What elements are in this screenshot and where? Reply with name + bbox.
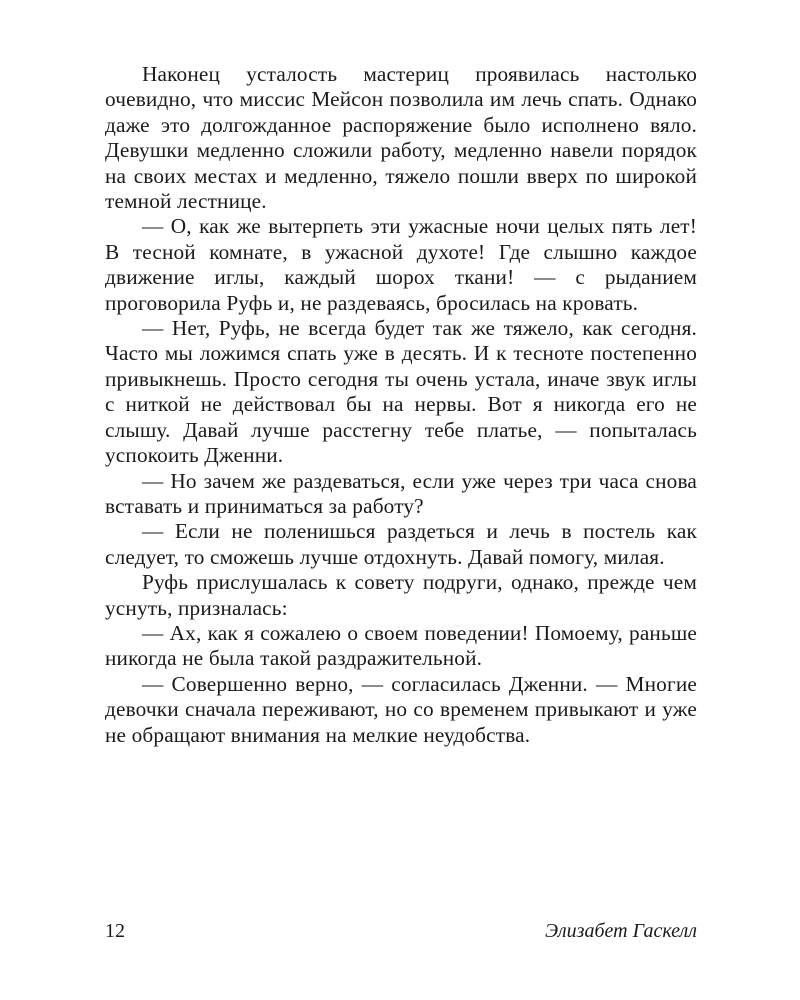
paragraph: Наконец усталость мастериц проявилась настолько очевидно, что миссис Мейсон позволила им лечь спать. Однако даже это долгожданное распоряжение было исполнено вяло. Девушки медленно сложили работу, медленно навели порядок на своих местах и медленно, тяжело пошли вверх по широкой темной лестнице. <box>105 62 697 214</box>
paragraph: — Ах, как я сожалею о своем поведении! Помоему, раньше никогда не была такой раздражительной. <box>105 620 697 671</box>
paragraph: Руфь прислушалась к совету подруги, однако, прежде чем уснуть, призналась: <box>105 570 697 620</box>
paragraph: — Если не поленишься раздеться и лечь в постель как следует, то сможешь лучше отдохнуть. Давай помогу, милая. <box>105 519 697 569</box>
book-page <box>105 62 697 748</box>
text-body <box>105 62 697 748</box>
paragraph: — Но зачем же раздеваться, если уже через три часа снова вставать и приниматься за работу? <box>105 468 697 518</box>
page-number: 12 <box>105 920 125 942</box>
paragraph: — Нет, Руфь, не всегда будет так же тяжело, как сегодня. Часто мы ложимся спать уже в десять. И к тесноте постепенно привыкнешь. Просто сегодня ты очень устала, иначе звук иглы с ниткой не действовал бы на нервы. Вот я никогда его не слышу. Давай лучше расстегну тебе платье, — попыталась успокоить Дженни. <box>105 316 697 468</box>
paragraph: — О, как же вытерпеть эти ужасные ночи целых пять лет! В тесной комнате, в ужасной духоте! Где слышно каждое движение иглы, каждый шорох ткани! — с рыданием проговорила Руфь и, не раздеваясь, бросилась на кровать. <box>105 214 697 315</box>
paragraph: — Совершенно верно, — согласилась Дженни. — Многие девочки сначала переживают, но со временем привыкают и уже не обращают внимания на мелкие неудобства. <box>105 671 697 747</box>
running-author: Элизабет Гаскелл <box>544 920 697 942</box>
page-footer <box>105 920 697 943</box>
